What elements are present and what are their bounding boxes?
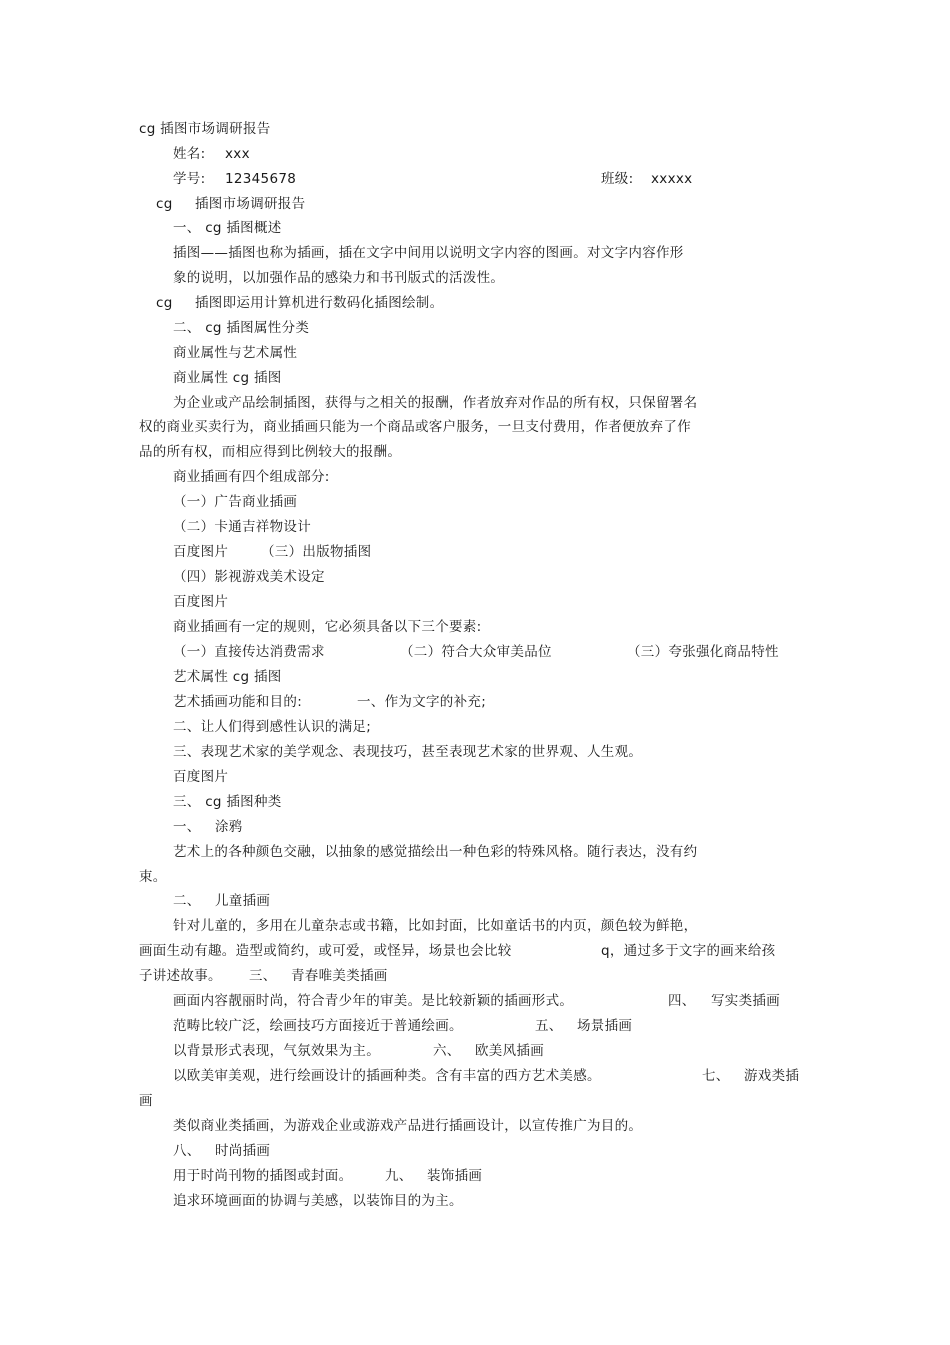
paragraph-line: 以背景形式表现，气氛效果为主。 — [173, 1043, 380, 1059]
type-number: 六、 — [433, 1043, 461, 1059]
paragraph-line: 束。 — [139, 869, 167, 885]
paragraph-line: 插图——插图也称为插画，插在文字中间用以说明文字内容的图画。对文字内容作形 — [173, 245, 684, 261]
list-item: 一、作为文字的补充; — [357, 694, 487, 710]
paragraph-line: 范畴比较广泛，绘画技巧方面接近于普通绘画。 — [173, 1018, 463, 1034]
type-name: 欧美风插画 — [475, 1043, 544, 1059]
class-label: 班级: — [601, 171, 634, 187]
list-item: （一）直接传达消费需求 — [173, 644, 325, 660]
list-item: 三、表现艺术家的美学观念、表现技巧，甚至表现艺术家的世界观、人生观。 — [173, 744, 643, 760]
list-item: （三）夸张强化商品特性 — [627, 644, 779, 660]
type-name: 画 — [139, 1093, 153, 1109]
type-number: 四、 — [668, 993, 696, 1009]
subtitle-text: 插图市场调研报告 — [195, 196, 306, 212]
type-number: 三、 — [249, 968, 277, 984]
paragraph-line: 插图即运用计算机进行数码化插图绘制。 — [195, 295, 444, 311]
paragraph-line: 画面生动有趣。造型或简约，或可爱，或怪异，场景也会比较 — [139, 943, 512, 959]
type-name: 装饰插画 — [427, 1168, 483, 1184]
type-number: 一、 — [173, 819, 201, 835]
list-item: （一）广告商业插画 — [173, 494, 298, 510]
paragraph-line: 追求环境画面的协调与美感，以装饰目的为主。 — [173, 1193, 463, 1209]
type-name: 儿童插画 — [215, 893, 271, 909]
type-number: 九、 — [385, 1168, 413, 1184]
name-value: xxx — [225, 146, 250, 162]
image-caption: 百度图片 — [173, 769, 229, 785]
paragraph-line: 艺术插画功能和目的: — [173, 694, 303, 710]
paragraph-line: 商业插画有四个组成部分: — [173, 469, 330, 485]
paragraph-line: 用于时尚刊物的插图或封面。 — [173, 1168, 353, 1184]
type-number: 七、 — [702, 1068, 730, 1084]
subtitle-cg: cg — [156, 196, 173, 212]
paragraph-line: 子讲述故事。 — [139, 968, 222, 984]
list-item: 二、让人们得到感性认识的满足; — [173, 719, 372, 735]
paragraph-line: 权的商业买卖行为，商业插画只能为一个商品或客户服务，一旦支付费用，作者便放弃了作 — [139, 419, 691, 435]
paragraph-line: 为企业或产品绘制插图，获得与之相关的报酬，作者放弃对作品的所有权，只保留署名 — [173, 395, 698, 411]
id-value: 12345678 — [225, 171, 297, 187]
paragraph-line: 艺术上的各种颜色交融，以抽象的感觉描绘出一种色彩的特殊风格。随行表达，没有约 — [173, 844, 698, 860]
section-2-heading: 二、 cg 插图属性分类 — [173, 320, 310, 336]
subheading: 艺术属性 cg 插图 — [173, 669, 282, 685]
type-name: 涂鸦 — [215, 819, 243, 835]
type-number: 五、 — [535, 1018, 563, 1034]
type-name: 写实类插画 — [711, 993, 780, 1009]
type-name: 时尚插画 — [215, 1143, 271, 1159]
paragraph-line: 类似商业类插画，为游戏企业或游戏产品进行插画设计，以宣传推广为目的。 — [173, 1118, 643, 1134]
section-1-heading: 一、 cg 插图概述 — [173, 220, 282, 236]
section-3-heading: 三、 cg 插图种类 — [173, 794, 282, 810]
image-caption: 百度图片 — [173, 544, 229, 560]
type-number: 二、 — [173, 893, 201, 909]
paragraph-line: 象的说明，以加强作品的感染力和书刊版式的活泼性。 — [173, 270, 505, 286]
paragraph-line: 画面内容靓丽时尚，符合青少年的审美。是比较新颖的插画形式。 — [173, 993, 574, 1009]
paragraph-line: q，通过多于文字的画来给孩 — [601, 943, 776, 959]
type-number: 八、 — [173, 1143, 201, 1159]
class-value: xxxxx — [651, 171, 693, 187]
list-item: （三）出版物插图 — [261, 544, 372, 560]
name-label: 姓名: — [173, 146, 206, 162]
doc-title: cg 插图市场调研报告 — [139, 121, 271, 137]
paragraph-line: 以欧美审美观，进行绘画设计的插画种类。含有丰富的西方艺术美感。 — [173, 1068, 601, 1084]
subheading: 商业属性 cg 插图 — [173, 370, 282, 386]
subheading: 商业属性与艺术属性 — [173, 345, 298, 361]
type-name: 游戏类插 — [744, 1068, 800, 1084]
id-label: 学号: — [173, 171, 206, 187]
list-item: （四）影视游戏美术设定 — [173, 569, 325, 585]
list-item: （二）卡通吉祥物设计 — [173, 519, 311, 535]
list-item: （二）符合大众审美品位 — [400, 644, 552, 660]
paragraph-line: 针对儿童的，多用在儿童杂志或书籍，比如封面，比如童话书的内页，颜色较为鲜艳， — [173, 918, 698, 934]
type-name: 场景插画 — [577, 1018, 633, 1034]
paragraph-cg: cg — [156, 295, 173, 311]
paragraph-line: 商业插画有一定的规则，它必须具备以下三个要素: — [173, 619, 482, 635]
image-caption: 百度图片 — [173, 594, 229, 610]
paragraph-line: 品的所有权，而相应得到比例较大的报酬。 — [139, 444, 402, 460]
type-name: 青春唯美类插画 — [291, 968, 388, 984]
